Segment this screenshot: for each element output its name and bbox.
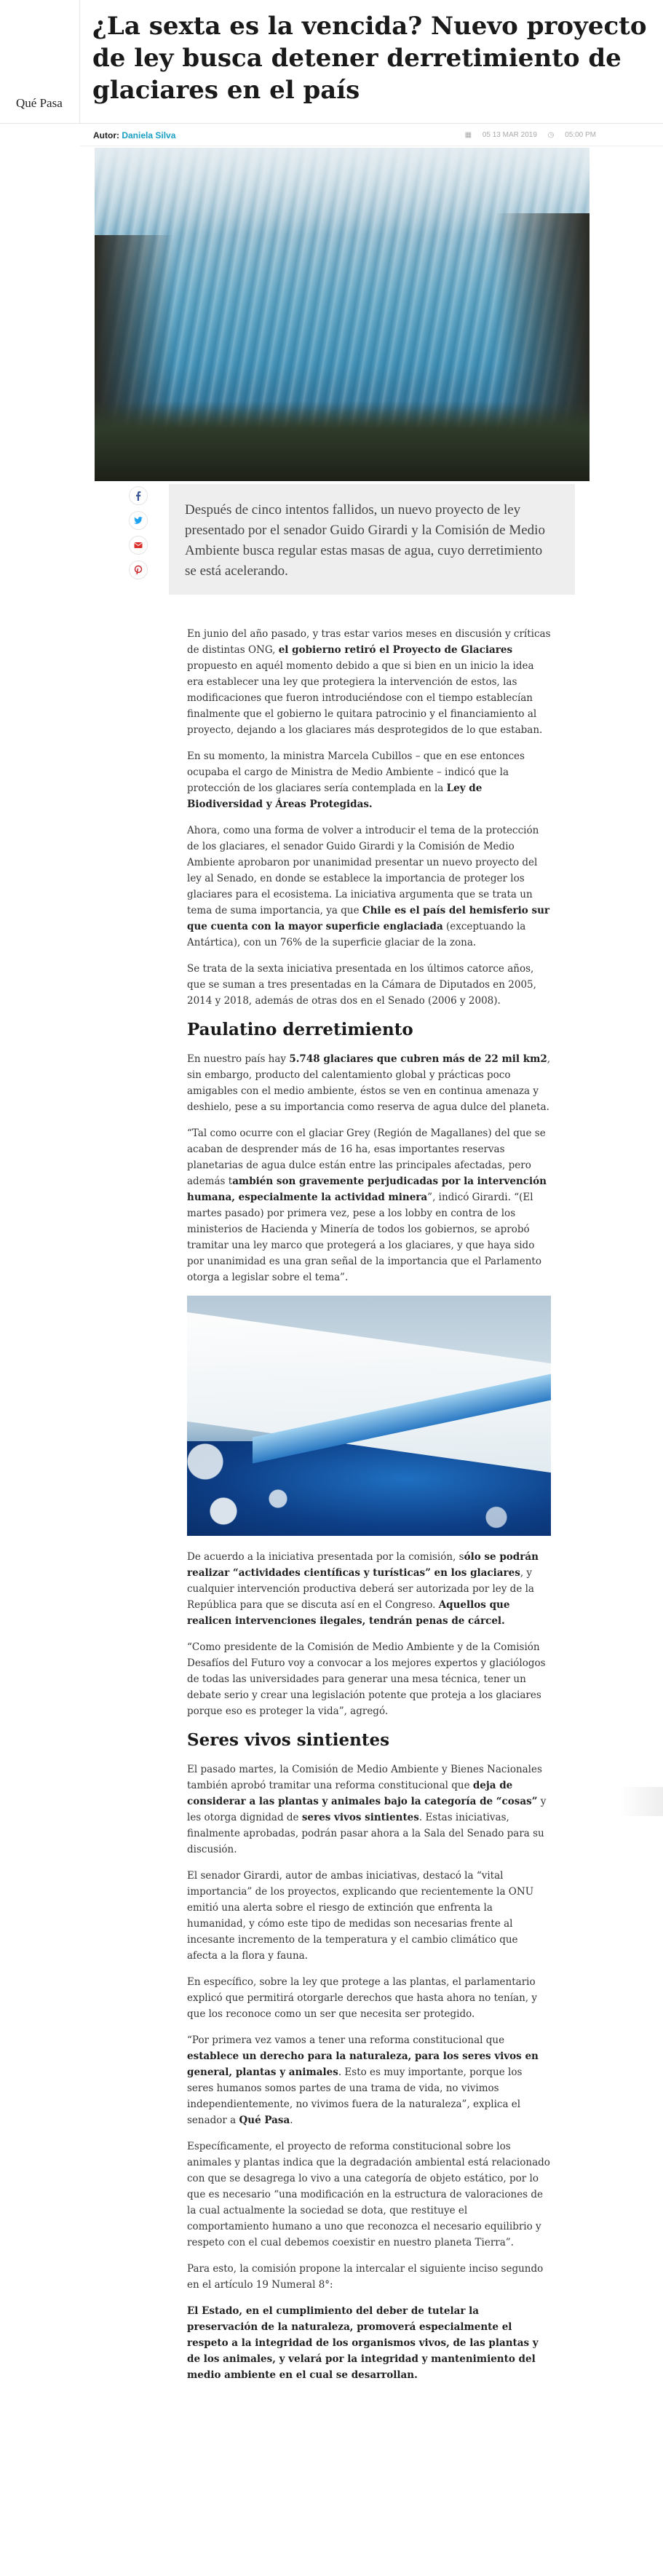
paragraph: “Por primera vez vamos a tener una reforma constitucional que establece un derecho para la naturaleza, para los seres vivos en general, plantas y animales. Esto es muy importante, porque los seres humanos somos partes de una trama de vida, no vivimos independientemente, no vivimos fuera de la naturaleza”, explica el senador a Qué Pasa.	[187, 2034, 539, 2126]
pinterest-share-button[interactable]	[129, 560, 148, 579]
author-label: Autor:	[93, 130, 119, 140]
facebook-share-button[interactable]	[129, 486, 148, 505]
article-header	[0, 0, 663, 124]
facebook-icon	[133, 491, 143, 501]
paragraph: En nuestro país hay 5.748 glaciares que cubren más de 22 mil km2, sin embargo, producto del calentamiento global y prácticas poco amigables con el medio ambiente, éstos se ven en continua amenaza y deshielo, pese a su importancia como reserva de agua dulce del planeta.	[187, 1053, 551, 1113]
twitter-share-button[interactable]	[129, 511, 148, 530]
article-body	[187, 626, 551, 2393]
author-link[interactable]: Daniela Silva	[122, 130, 176, 140]
mail-share-button[interactable]	[129, 536, 148, 555]
twitter-icon	[133, 515, 143, 526]
mail-icon	[133, 540, 143, 550]
brand-column	[0, 0, 80, 124]
paragraph: Ahora, como una forma de volver a introducir el tema de la protección de los glaciares, el senador Guido Girardi y la Comisión de Medio Ambiente aprobaron por unanimidad presentar un nuevo proyecto del ley al Senado, en donde se establece la importancia de proteger los glaciares para el ecosistema. La iniciativa argumenta que se trata un tema de suma importancia, ya que Chile es el país del hemisferio sur que cuenta con la mayor superficie englaciada (exceptuando la Antártica), con un 76% de la superficie glaciar de la zona.	[187, 825, 550, 948]
article-headline: ¿La sexta es la vencida? Nuevo proyecto de ley busca detener derretimiento de glaciares en el país	[92, 12, 647, 105]
calendar-icon: ▦	[464, 131, 472, 139]
author-byline	[93, 130, 175, 140]
section-heading: Seres vivos sintientes	[187, 1730, 390, 1750]
publish-date: 05 13 MAR 2019	[482, 131, 537, 139]
paragraph: En junio del año pasado, y tras estar varios meses en discusión y críticas de distintas ONG, el gobierno retiró el Proyecto de Glaciares propuesto en aquél momento debido a que si bien en un inicio la idea era establecer una ley que protegiera la intervención de estos, las modificaciones que fueron introduciéndose con el tiempo establecían finalmente que el gobierno le quitara patrocinio y el financiamiento al proyecto, dejando a los glaciares más desprotegidos de lo que estaban.	[187, 628, 551, 736]
paragraph: El senador Girardi, autor de ambas iniciativas, destacó la “vital importancia” de los proyectos, explicando que recientemente la ONU emitió una alerta sobre el riesgo de extinción que enfrenta la humanidad, y cómo este tipo de medidas son necesarias frente al incesante incremento de la temperatura y el cambio climático que afecta a la flora y fauna.	[187, 1870, 534, 1962]
ice-shelf-image	[187, 1296, 551, 1536]
paragraph: El pasado martes, la Comisión de Medio Ambiente y Bienes Nacionales también aprobó tramitar una reforma constitucional que deja de considerar a las plantas y animales bajo la categoría de “cosas” y les otorga dignidad de seres vivos sintientes. Estas iniciativas, finalmente aprobadas, podrán pasar ahora a la Sala del Senado para su discusión.	[187, 1764, 547, 1855]
publish-time: 05:00 PM	[565, 131, 596, 139]
paragraph: Se trata de la sexta iniciativa presentada en los últimos catorce años, que se suman a tres presentadas en la Cámara de Diputados en 2005, 2014 y 2018, además de otras dos en el Senado (2006 y 2008).	[187, 963, 536, 1007]
article-meta	[80, 124, 663, 146]
hero-glacier-image	[95, 148, 589, 481]
article-lead	[169, 484, 575, 595]
pinterest-icon	[133, 565, 143, 575]
share-bar	[129, 486, 151, 585]
paragraph: “Como presidente de la Comisión de Medio Ambiente y de la Comisión Desafíos del Futuro voy a convocar a los mejores expertos y glaciólogos de todas las universidades para generar una mesa técnica, tener un debate serio y crear una legislación potente que proteja a los glaciares porque eso es proteger la vida”, agregó.	[187, 1641, 546, 1717]
paragraph: De acuerdo a la iniciativa presentada por la comisión, sólo se podrán realizar “actividades científicas y turísticas” en los glaciares, y cualquier intervención productiva deberá ser autorizada por ley de la República para que se discuta así en el Congreso. Aquellos que realicen intervenciones ilegales, tendrán penas de cárcel.	[187, 1551, 539, 1627]
constitutional-text: El Estado, en el cumplimiento del deber de tutelar la preservación de la naturaleza, promoverá especialmente el respeto a la integridad de los organismos vivos, de las plantas y de los animales, y velará por la integridad y mantenimiento del medio ambiente en el cual se desarrollan.	[187, 2305, 539, 2381]
brand-logo[interactable]: Qué Pasa	[16, 96, 63, 110]
publish-info	[456, 131, 596, 139]
paragraph: En su momento, la ministra Marcela Cubillos – que en ese entonces ocupaba el cargo de Ministra de Medio Ambiente – indicó que la protección de los glaciares sería contemplada en la Ley de Biodiversidad y Áreas Protegidas.	[187, 750, 525, 810]
side-tab	[619, 1787, 663, 1816]
paragraph: Específicamente, el proyecto de reforma constitucional sobre los animales y plantas indica que la degradación ambiental está relacionado con que se desagrega lo vivo a una categoría de objeto estático, por lo que es necesario “una modificación en la estructura de valoraciones de la cual actualmente la sociedad se dota, que restituye el comportamiento humano a uno que reconozca el necesario equilibrio y respeto con el cual debemos coexistir en nuestro planeta Tierra”.	[187, 2141, 550, 2248]
paragraph: En específico, sobre la ley que protege a las plantas, el parlamentario explicó que permitirá otorgarle derechos que hasta ahora no tenían, y que los reconoce como un ser que necesita ser protegido.	[187, 1976, 537, 2020]
clock-icon: ◷	[547, 131, 555, 139]
section-heading: Paulatino derretimiento	[187, 1020, 413, 1039]
paragraph: Para esto, la comisión propone la intercalar el siguiente inciso segundo en el artículo 19 Numeral 8°:	[187, 2263, 544, 2291]
lead-text: Después de cinco intentos fallidos, un nuevo proyecto de ley presentado por el senador Guido Girardi y la Comisión de Medio Ambiente busca regular estas masas de agua, cuyo derretimiento se está acelerando.	[185, 502, 545, 579]
paragraph: “Tal como ocurre con el glaciar Grey (Región de Magallanes) del que se acaban de desprender más de 16 ha, esas importantes reservas planetarias de agua dulce están entre las principales afectadas, pero además también son gravemente perjudicadas por la intervención humana, especialmente la actividad minera”, indicó Girardi. “(El martes pasado) por primera vez, pese a los lobby en contra de los ministerios de Hacienda y Minería de todos los gobiernos, se aprobó tramitar una ley marco que protegerá a los glaciares, y que haya sido por unanimidad es una gran señal de la importancia que el Parlamento otorga a legislar sobre el tema”.	[187, 1128, 547, 1283]
